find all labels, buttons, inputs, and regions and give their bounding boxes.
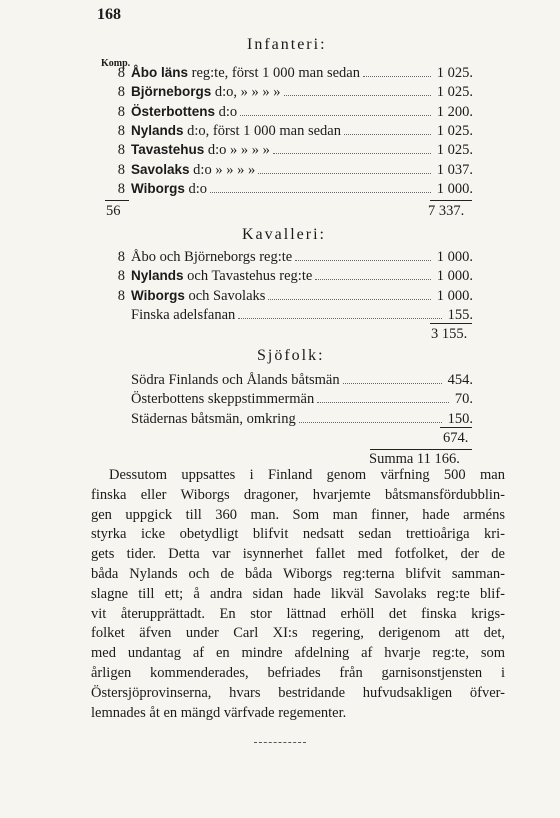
kavalleri-total: 3 155. bbox=[431, 326, 468, 342]
regiment-note: d:o bbox=[188, 180, 208, 197]
komp-count: 8 bbox=[117, 180, 125, 197]
sjofolk-label: Södra Finlands och Ålands båtsmän bbox=[131, 372, 340, 388]
leader-dots bbox=[317, 390, 449, 403]
infanteri-total: 7 337. bbox=[428, 203, 465, 219]
infanteri-heading: Infanteri: bbox=[247, 36, 327, 53]
infanteri-row bbox=[115, 141, 473, 159]
regiment-name: Åbo bbox=[131, 249, 156, 265]
paragraph-line: båda Nylands och de båda Wiborgs reg:terna blifvit samman- bbox=[91, 565, 505, 582]
regiment-entry bbox=[131, 83, 281, 101]
regiment-entry bbox=[131, 267, 312, 285]
kavalleri-row bbox=[115, 267, 473, 285]
troop-count: 1 025. bbox=[436, 122, 473, 139]
troop-count: 155. bbox=[447, 306, 473, 323]
komp-count: 8 bbox=[117, 103, 125, 120]
regiment-name: Nylands bbox=[131, 122, 184, 138]
regiment-note: d:o, » » » » bbox=[214, 84, 281, 101]
troop-count: 1 025. bbox=[436, 65, 473, 81]
komp-count: 8 bbox=[117, 65, 125, 81]
komp-sum-rule bbox=[105, 200, 129, 201]
sjofolk-row bbox=[115, 410, 473, 428]
komp-column-label: Komp. bbox=[101, 58, 131, 69]
troop-count: 1 000. bbox=[436, 249, 473, 265]
leader-dots bbox=[315, 267, 431, 280]
regiment-entry bbox=[131, 180, 207, 198]
paragraph-line: folket äfven under Carl XI:s regering, derigenom att det, bbox=[91, 625, 505, 642]
komp-count: 8 bbox=[117, 142, 125, 159]
section-separator bbox=[254, 742, 306, 743]
sjofolk-sum-rule bbox=[440, 427, 472, 428]
infanteri-row bbox=[115, 83, 473, 101]
komp-count: 8 bbox=[117, 122, 125, 139]
regiment-name: Björneborgs bbox=[131, 84, 212, 100]
komp-count: 8 bbox=[117, 161, 125, 178]
regiment-name: Wiborgs bbox=[131, 287, 185, 303]
regiment-entry bbox=[131, 141, 270, 159]
paragraph-line: Dessutom uppsattes i Finland genom värfning 500 man bbox=[109, 467, 505, 483]
paragraph-line: slagne till ett; å andra sidan hade likväl Savolaks reg:te blif- bbox=[91, 585, 505, 602]
kavalleri-row bbox=[115, 248, 473, 266]
regiment-note: d:o » » » » bbox=[207, 142, 270, 159]
grand-total: Summa 11 166. bbox=[369, 451, 460, 467]
sjofolk-total: 674. bbox=[443, 430, 469, 446]
infanteri-row bbox=[115, 122, 473, 140]
leader-dots bbox=[363, 64, 431, 77]
infanteri-row bbox=[115, 64, 473, 82]
regiment-name: Finska adelsfanan bbox=[131, 306, 236, 323]
regiment-name: Wiborgs bbox=[131, 180, 185, 196]
troop-count: 1 025. bbox=[436, 142, 473, 159]
leader-dots bbox=[268, 287, 431, 300]
troop-count: 150. bbox=[447, 410, 473, 427]
infanteri-row bbox=[115, 161, 473, 179]
leader-dots bbox=[210, 180, 431, 193]
leader-dots bbox=[240, 103, 431, 116]
kavalleri-row bbox=[115, 287, 473, 305]
infanteri-sum-rule bbox=[430, 200, 472, 201]
troop-count: 1 037. bbox=[436, 161, 473, 178]
regiment-note: d:o bbox=[218, 103, 238, 120]
komp-count: 8 bbox=[117, 268, 125, 285]
kavalleri-sum-rule bbox=[430, 323, 472, 324]
troop-count: 454. bbox=[447, 372, 473, 388]
infanteri-row bbox=[115, 103, 473, 121]
troop-count: 1 000. bbox=[436, 268, 473, 285]
sjofolk-row bbox=[115, 371, 473, 389]
komp-count: 8 bbox=[117, 287, 125, 304]
paragraph-line: årligen kommenderades, befriades från garnisonstjensten i bbox=[91, 664, 505, 681]
leader-dots bbox=[273, 141, 431, 154]
kavalleri-row bbox=[115, 306, 473, 324]
paragraph-line: finska eller Wiborgs dragoner, hvarjemte båtsmansfördubblin- bbox=[91, 486, 505, 503]
leader-dots bbox=[343, 371, 442, 384]
infanteri-komp-total: 56 bbox=[106, 203, 121, 219]
komp-count: 8 bbox=[117, 84, 125, 101]
sjofolk-heading: Sjöfolk: bbox=[257, 347, 325, 364]
leader-dots bbox=[238, 306, 442, 319]
regiment-name: Österbottens bbox=[131, 103, 216, 119]
leader-dots bbox=[299, 410, 442, 423]
page-number: 168 bbox=[97, 6, 121, 23]
sjofolk-label: Österbottens skeppstimmermän bbox=[131, 391, 315, 408]
regiment-note: och Björneborgs reg:te bbox=[159, 249, 293, 265]
regiment-entry bbox=[131, 248, 292, 266]
regiment-entry bbox=[131, 161, 255, 179]
summa-rule bbox=[370, 449, 472, 450]
troop-count: 70. bbox=[454, 391, 473, 408]
kavalleri-heading: Kavalleri: bbox=[242, 226, 326, 243]
leader-dots bbox=[295, 248, 431, 261]
paragraph-line: lemnades åt en mängd värfvade regementer. bbox=[91, 704, 347, 721]
infanteri-row bbox=[115, 180, 473, 198]
regiment-note: och Savolaks bbox=[188, 287, 266, 304]
regiment-name: Nylands bbox=[131, 268, 184, 284]
troop-count: 1 200. bbox=[436, 103, 473, 120]
paragraph-line: med undantag af en mindre afdelning af hvarje reg:te, som bbox=[91, 645, 505, 662]
troop-count: 1 025. bbox=[436, 84, 473, 101]
paragraph-line: gen uppgick till 360 man. Som man finner, hade arméns bbox=[91, 506, 505, 523]
regiment-entry bbox=[131, 287, 265, 305]
regiment-name: Tavastehus bbox=[131, 142, 205, 158]
paragraph-line: vit återupprättadt. En stor lättnad erhöll det finska krigs- bbox=[91, 605, 505, 622]
troop-count: 1 000. bbox=[436, 180, 473, 197]
leader-dots bbox=[344, 122, 431, 135]
leader-dots bbox=[284, 83, 431, 96]
regiment-entry bbox=[131, 122, 341, 140]
regiment-note: d:o, först 1 000 man sedan bbox=[187, 122, 341, 139]
regiment-note: d:o » » » » bbox=[193, 161, 256, 178]
regiment-name: Savolaks bbox=[131, 161, 190, 177]
paragraph-line: Östersjöprovinserna, hvars bestridande hufvudsakligen öfver- bbox=[91, 684, 505, 701]
sjofolk-label: Städernas båtsmän, omkring bbox=[131, 410, 296, 427]
paragraph-line: styrka icke obetydligt blifvit nedsatt sedan trettioåriga kri- bbox=[91, 526, 505, 543]
regiment-note: och Tavastehus reg:te bbox=[187, 268, 313, 285]
sjofolk-row bbox=[115, 390, 473, 408]
komp-count: 8 bbox=[117, 249, 125, 265]
paragraph-line: gets tider. Detta var isynnerhet fallet med fotfolket, der de bbox=[91, 546, 505, 563]
leader-dots bbox=[258, 161, 431, 174]
regiment-name: Åbo läns bbox=[131, 65, 189, 80]
regiment-entry bbox=[131, 64, 360, 82]
regiment-entry bbox=[131, 306, 235, 324]
regiment-note: reg:te, först 1 000 man sedan bbox=[191, 65, 360, 81]
troop-count: 1 000. bbox=[436, 287, 473, 304]
body-paragraph bbox=[91, 466, 505, 723]
regiment-entry bbox=[131, 103, 237, 121]
